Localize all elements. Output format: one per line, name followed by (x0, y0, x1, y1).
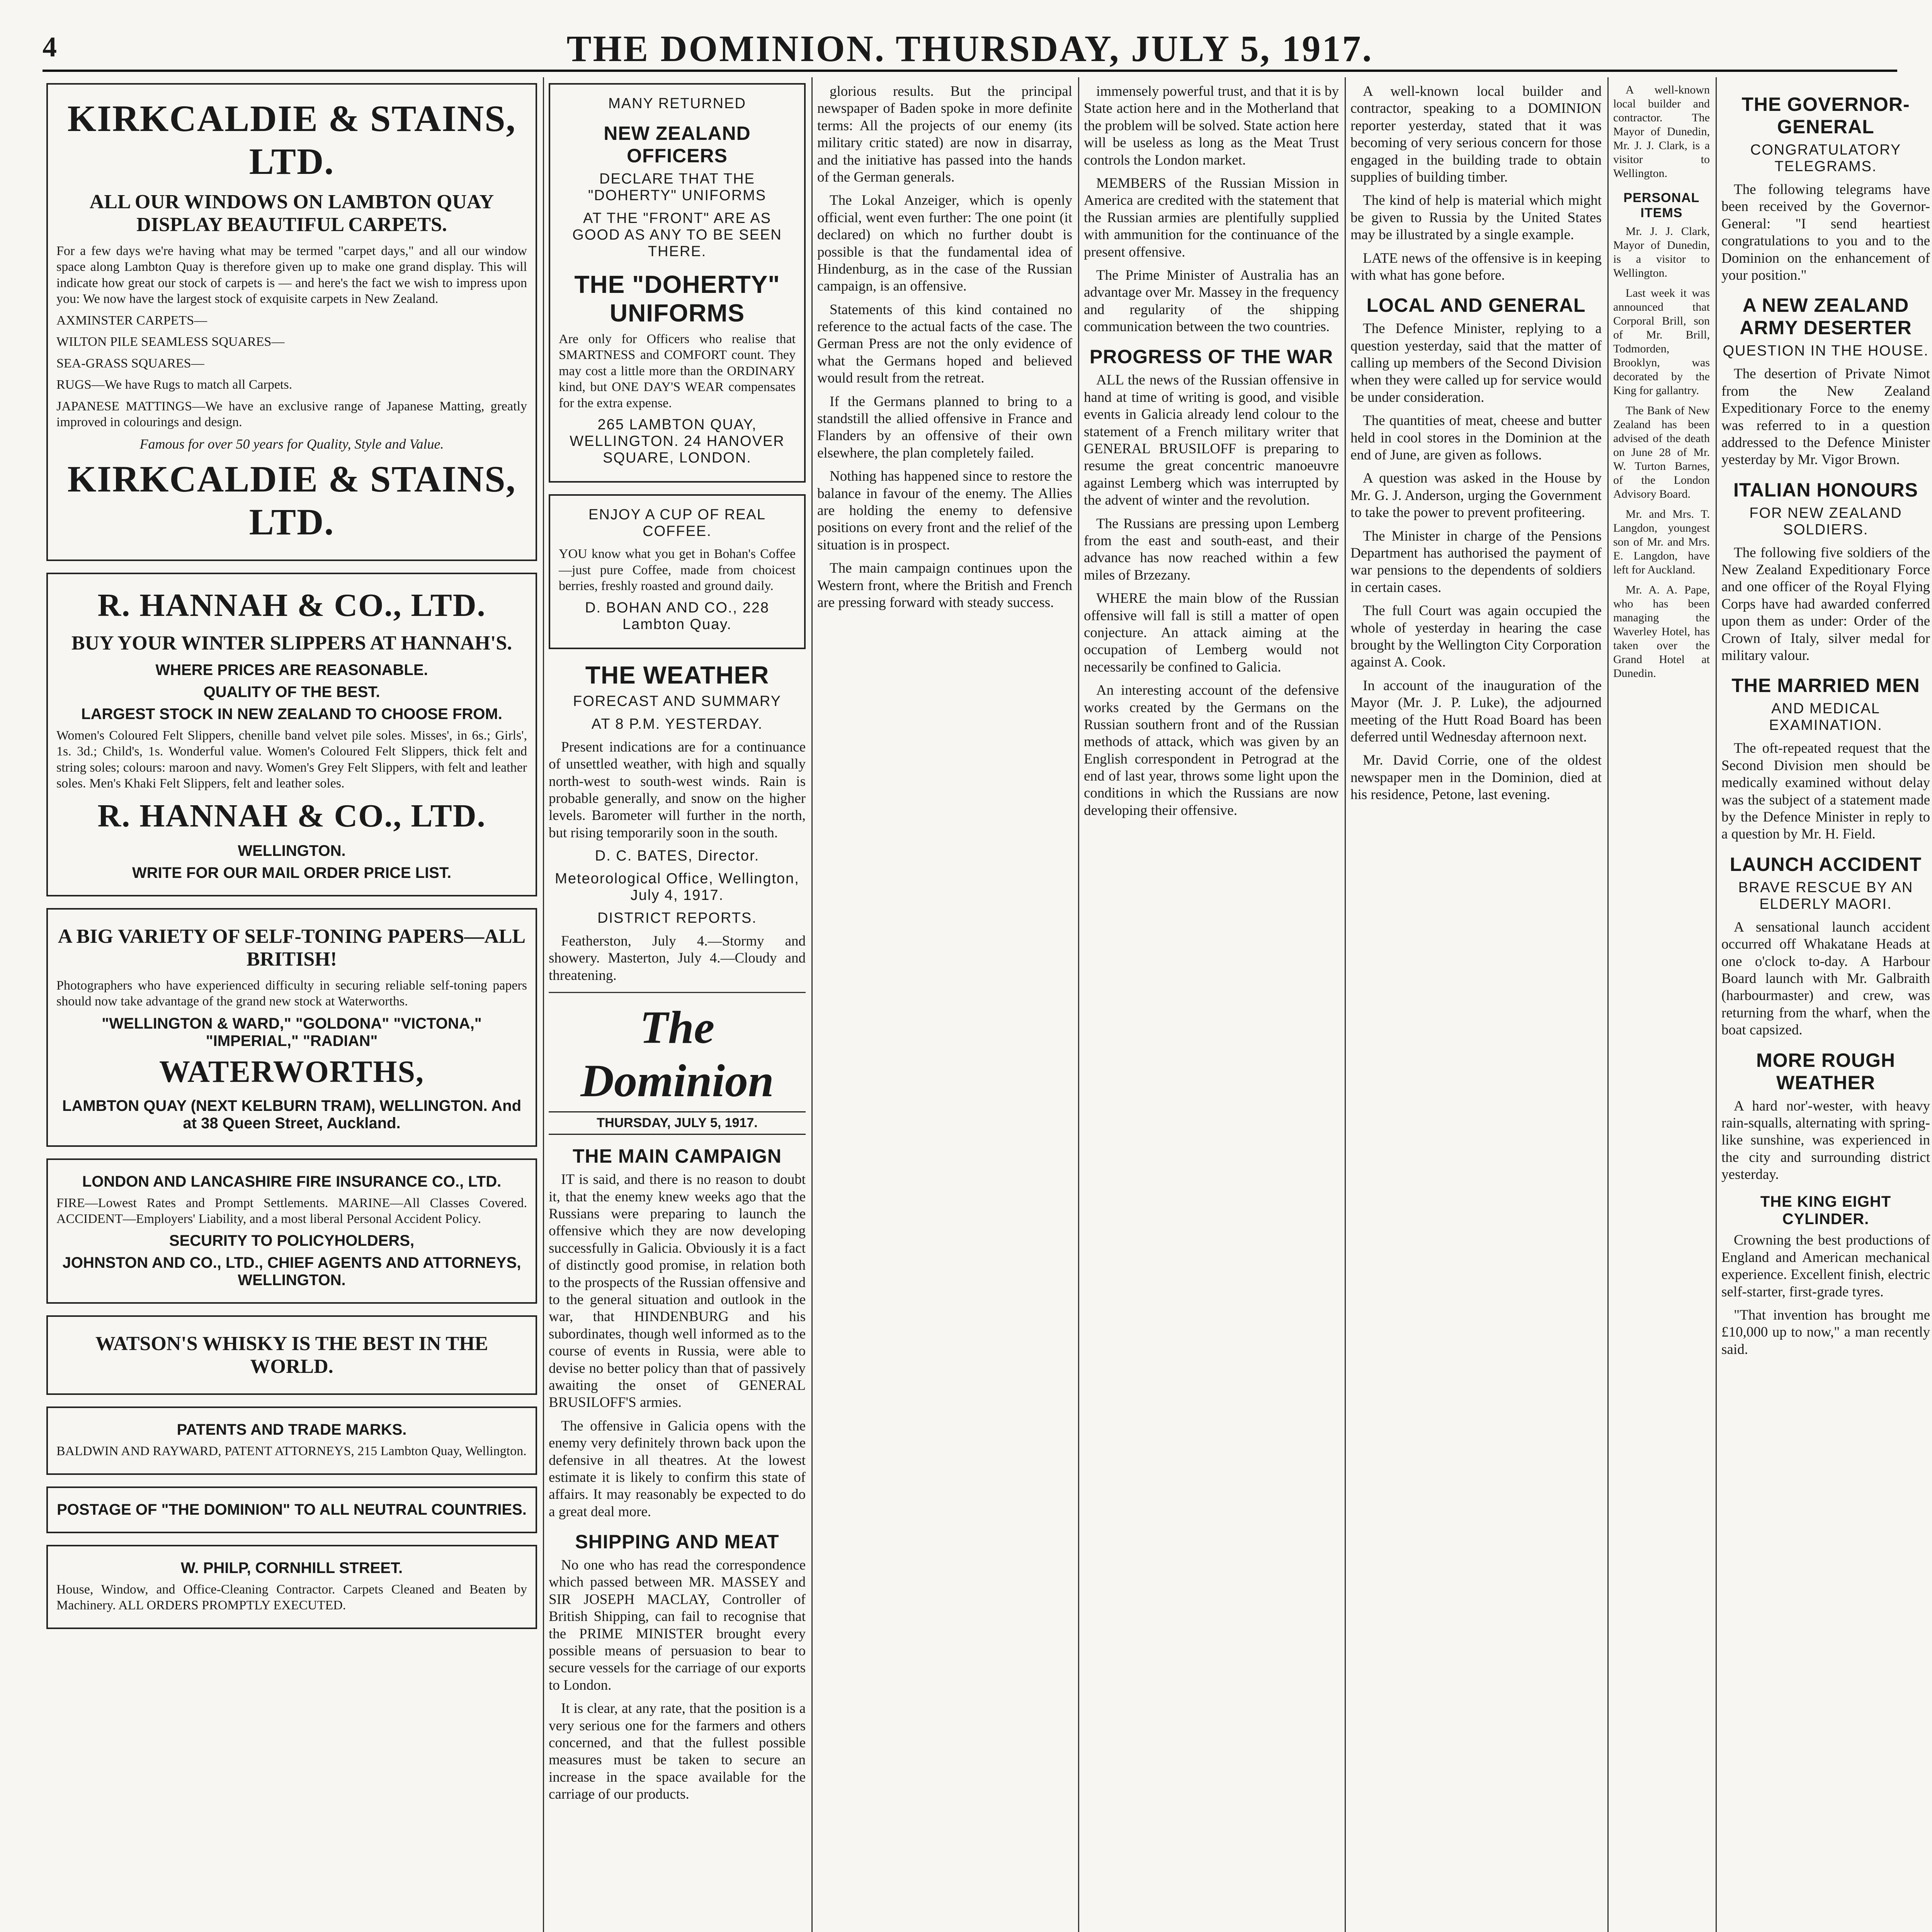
section-subhead: QUESTION IN THE HOUSE. (1723, 343, 1929, 359)
advert-text: SEA-GRASS SQUARES— (56, 356, 204, 371)
advert-subhead: 265 LAMBTON QUAY, WELLINGTON. 24 HANOVER SQUARE, LONDON. (570, 417, 785, 466)
article-paragraph: immensely powerful trust, and that it is by State action here and in the Motherland that the problem will be solved. State action here will be useless as long as the Meat Trust controls the London market. (1084, 83, 1339, 168)
advert-text: FIRE—Lowest Rates and Prompt Settlements. MARINE—All Classes Covered. ACCIDENT—Employers' Liability, and a most liberal Personal Accident Policy. (56, 1196, 527, 1226)
advert-subhead: WHERE PRICES ARE REASONABLE. (155, 661, 428, 679)
article-paragraph: glorious results. But the principal newspaper of Baden spoke in more definite terms: All the projects of our enemy (its military critic stated) are now in disarray, and the initiative has passed into the hands of the German generals. (817, 83, 1072, 185)
section-headline: THE MARRIED MEN (1731, 675, 1920, 697)
section-headline: PROGRESS OF THE WAR (1089, 346, 1333, 368)
advert-subhead: QUALITY OF THE BEST. (203, 683, 380, 701)
section-subhead: DISTRICT REPORTS. (597, 910, 757, 927)
section-subhead: AT 8 P.M. YESTERDAY. (591, 716, 763, 732)
advert-text: JAPANESE MATTINGS—We have an exclusive range of Japanese Matting, greatly improved in colourings and design. (56, 399, 527, 430)
section-headline: MORE ROUGH WEATHER (1756, 1049, 1895, 1094)
editorial-column (549, 83, 806, 1932)
advert-title: KIRKCALDIE & STAINS, LTD. (67, 458, 516, 543)
advert-subhead: AT THE "FRONT" ARE AS GOOD AS ANY TO BE SEEN THERE. (572, 210, 782, 260)
coffee-advert (549, 494, 806, 649)
advert-text: Women's Coloured Felt Slippers, chenille band velvet pile soles. Misses', in 6s.; Girls', 1s. 3d.; Child's, 1s. Wonderful value. Women's Coloured Felt Slippers, thick felt and string soles; colours: maroon and navy. Women's Grey Felt Slippers, with felt and leather soles. Men's Khaki Felt Slippers, felt and leather soles. (56, 728, 527, 791)
advert-column (46, 83, 537, 1932)
article-paragraph: The Bank of New Zealand has been advised of the death on June 28 of Mr. W. Turton Barnes, of the London Advisory Board. (1613, 404, 1710, 500)
advert-text: For a few days we're having what may be termed "carpet days," and all our window space along Lambton Quay is therefore given up to make one grand display. This will indicate how great our stock of carpets is — and here's the fact we wish to impress upon you: We now have the largest stock of exquisite carpets in New Zealand. (56, 244, 527, 306)
advert-subhead: MANY RETURNED (608, 95, 746, 112)
section-headline: LAUNCH ACCIDENT (1730, 853, 1922, 875)
advert-title: THE "DOHERTY" UNIFORMS (574, 270, 780, 327)
article-paragraph: The offensive in Galicia opens with the enemy very definitely thrown back upon the defensive in all theatres. At the lowest estimate it is likely to confirm this state of affairs. It may reasonably be expected to do a great deal more. (549, 1418, 806, 1520)
article-paragraph: The desertion of Private Nimot from the New Zealand Expeditionary Force to the enemy was referred to in a question addressed to the Defence Minister yesterday by Mr. Vigor Brown. (1721, 366, 1930, 468)
article-paragraph: An interesting account of the defensive works created by the Germans on the Russian southern front and of the Russian methods of attack, which was given by an English correspondent in Petrograd at the end of last year, throws some light upon the conditions in which the Russians are now developing their offensive. (1084, 682, 1339, 818)
article-paragraph: The Lokal Anzeiger, which is openly official, went even further: The one point (it declared) on which no further doubt is possible is that the fundamental idea of Hindenburg, as in the case of the Russian campaign, is an offensive. (817, 192, 1072, 294)
section-headline: THE KING EIGHT CYLINDER. (1760, 1193, 1891, 1228)
article-paragraph: The Minister in charge of the Pensions Department has authorised the payment of war pensions to the dependents of soldiers in certain cases. (1350, 528, 1602, 595)
article-paragraph: It is clear, at any rate, that the position is a very serious one for the farmers and others concerned, and that the fullest possible measures must be taken to secure an increase in the space available for the carriage of our products. (549, 1701, 806, 1803)
article-paragraph: The following telegrams have been received by the Governor-General: "I send heartiest congratulations to you and to the Dominion on the enhancement of your position." (1721, 182, 1930, 283)
byline: Meteorological Office, Wellington, July 4, 1917. (555, 871, 799, 904)
advert-headline: ALL OUR WINDOWS ON LAMBTON QUAY DISPLAY BEAUTIFUL CARPETS. (89, 191, 494, 236)
advert-text: Are only for Officers who realise that SMARTNESS and COMFORT count. They may cost a little more than the ORDINARY kind, but ONE DAY'S WEAR compensates for the extra expense. (559, 332, 796, 410)
advert-text: House, Window, and Office-Cleaning Contractor. Carpets Cleaned and Beaten by Machinery. ALL ORDERS PROMPTLY EXECUTED. (56, 1582, 527, 1613)
advert-title: WATERWORTHS, (159, 1054, 424, 1089)
section-headline: THE GOVERNOR-GENERAL (1742, 94, 1910, 138)
article-paragraph: The Russians are pressing upon Lemberg from the east and south-east, and their advance has now reached within a few miles of Brzezany. (1084, 515, 1339, 583)
article-paragraph: Featherston, July 4.—Stormy and showery. Masterton, July 4.—Cloudy and threatening. (549, 933, 806, 983)
section-subhead: FORECAST AND SUMMARY (573, 693, 781, 709)
section-subhead: CONGRATULATORY TELEGRAMS. (1750, 142, 1901, 175)
section-headline: ITALIAN HONOURS (1733, 479, 1918, 501)
section-headline: PERSONAL ITEMS (1623, 190, 1700, 220)
news-column (1084, 83, 1339, 1932)
advert-subhead: LAMBTON QUAY (NEXT KELBURN TRAM), WELLINGTON. And at 38 Queen Street, Auckland. (62, 1097, 522, 1132)
doherty-advert (549, 83, 806, 483)
article-paragraph: A question was asked in the House by Mr. G. J. Anderson, urging the Government to take the power to prevent profiteering. (1350, 470, 1602, 521)
news-column (1721, 83, 1930, 1932)
small-advert-row (46, 1158, 537, 1641)
article-paragraph: MEMBERS of the Russian Mission in America are credited with the statement that the Russian armies are plentifully supplied with ammunition for the continuance of the present offensive. (1084, 175, 1339, 260)
advert-subhead: "WELLINGTON & WARD," "GOLDONA" "VICTONA," "IMPERIAL," "RADIAN" (102, 1015, 482, 1049)
column-rule (811, 77, 813, 1932)
article-paragraph: A hard nor'-wester, with heavy rain-squalls, alternating with spring-like sunshine, was experienced in the city and surrounding district yesterday. (1721, 1098, 1930, 1183)
advert-subhead: SECURITY TO POLICYHOLDERS, (169, 1232, 415, 1250)
article-paragraph: LATE news of the offensive is in keeping with what has gone before. (1350, 250, 1602, 283)
section-headline: THE MAIN CAMPAIGN (572, 1145, 782, 1167)
small-advert-column (46, 1158, 537, 1641)
article-paragraph: The Prime Minister of Australia has an advantage over Mr. Massey in the frequency and regularity of the shipping communication between the two countries. (1084, 267, 1339, 335)
article-paragraph: The quantities of meat, cheese and butter held in cool stores in the Dominion at the end of June, are given as follows. (1350, 413, 1602, 463)
patents-advert (46, 1406, 537, 1475)
advert-headline: WATSON'S WHISKY IS THE BEST IN THE WORLD. (95, 1333, 488, 1378)
advert-headline: A BIG VARIETY OF SELF-TONING PAPERS—ALL BRITISH! (58, 925, 526, 970)
article-paragraph: IT is said, and there is no reason to doubt it, that the enemy knew weeks ago that the Russians were preparing to launch the offensive which they are now developing successfully in Galicia. Obviously it is a fact of distinctly good promise, in relation both to the prospects of the Russian offensive and to the general situation and outlook in the war, that HINDENBURG and his subordinates, though well informed as to the course of events in Russia, were able to devise no better policy than that of passively awaiting the onset of GENERAL BRUSILOFF'S armies. (549, 1172, 806, 1411)
article-paragraph: Mr. J. J. Clark, Mayor of Dunedin, is a visitor to Wellington. (1613, 225, 1710, 279)
advert-subhead: WRITE FOR OUR MAIL ORDER PRICE LIST. (132, 864, 451, 881)
hannah-advert (46, 573, 537, 896)
article-paragraph: Mr. and Mrs. T. Langdon, youngest son of Mr. and Mrs. E. Langdon, have left for Auckland. (1613, 508, 1710, 576)
article-paragraph: The Defence Minister, replying to a question yesterday, said that the matter of calling up members of the Second Division when they were called up for service would be under consideration. (1350, 321, 1602, 405)
article-paragraph: A sensational launch accident occurred off Whakatane Heads at one o'clock to-day. A Harbour Board launch with Mr. Galbraith (harbourmaster) and crew, was returning from the wharf, when the boat capsized. (1721, 919, 1930, 1038)
masthead (43, 27, 1897, 72)
philp-advert (46, 1545, 537, 1629)
advert-subhead: JOHNSTON AND CO., LTD., CHIEF AGENTS AND ATTORNEYS, WELLINGTON. (62, 1254, 521, 1289)
section-headline: THE WEATHER (585, 661, 769, 689)
article-paragraph: A well-known local builder and contractor, speaking to a DOMINION reporter yesterday, stated that it was becoming of very serious concern for those engaged in the building trade to obtain supplies of building timber. (1350, 83, 1602, 185)
article-paragraph: The oft-repeated request that the Second Division men should be medically examined without delay was the subject of a statement made by the Defence Minister in reply to a question by Mr. H. Field. (1721, 740, 1930, 842)
article-paragraph: Statements of this kind contained no reference to the actual facts of the case. The German Press are not the only evidence of what the Germans hoped and believed would result from the retreat. (817, 301, 1072, 386)
article-paragraph: Mr. A. A. Pape, who has been managing the Waverley Hotel, has taken over the Grand Hotel at Dunedin. (1613, 583, 1710, 680)
section-headline: A NEW ZEALAND ARMY DESERTER (1740, 294, 1912, 339)
page-number: 4 (43, 31, 57, 63)
article-paragraph: "That invention has brought me £10,000 up to now," a man recently said. (1721, 1307, 1930, 1357)
advert-headline: NEW ZEALAND OFFICERS (604, 122, 751, 167)
dateline: THURSDAY, JULY 5, 1917. (549, 1111, 806, 1135)
article-paragraph: The kind of help is material which might be given to Russia by the United States may be illustrated by a single example. (1350, 192, 1602, 243)
article-paragraph: In account of the inauguration of the Mayor (Mr. J. P. Luke), the adjourned meeting of the Hutt Road Board has been deferred until Wednesday afternoon next. (1350, 677, 1602, 745)
article-paragraph: ALL the news of the Russian offensive in hand at time of writing is good, and visible events in Galicia already lend colour to the statement of a French military writer that GENERAL BRUSILOFF is preparing to resume the great concentric manoeuvre against Lemberg which was interrupted by the advent of winter and the revolution. (1084, 372, 1339, 509)
section-headline: LOCAL AND GENERAL (1366, 294, 1586, 316)
article-paragraph: WHERE the main blow of the Russian offensive will fall is still a matter of open conjecture. An attack aiming at the occupation of Lemberg would not necessarily be confined to Galicia. (1084, 590, 1339, 675)
advert-subhead: W. PHILP, CORNHILL STREET. (180, 1559, 403, 1577)
advert-title: R. HANNAH & CO., LTD. (97, 798, 486, 834)
advert-text: WILTON PILE SEAMLESS SQUARES— (56, 335, 285, 349)
article-paragraph: The full Court was again occupied the whole of yesterday in hearing the case brought by the Wellington City Corporation against A. Cook. (1350, 603, 1602, 670)
advert-subhead: DECLARE THAT THE "DOHERTY" UNIFORMS (588, 171, 767, 204)
kirkcaldie-advert (46, 83, 537, 561)
advert-headline: BUY YOUR WINTER SLIPPERS AT HANNAH'S. (71, 632, 512, 654)
column-rule (543, 77, 544, 1932)
editorial-column (817, 83, 1072, 1932)
column-rule (1716, 77, 1717, 1932)
advert-text: RUGS—We have Rugs to match all Carpets. (56, 378, 293, 392)
nameplate: The Dominion (580, 1002, 774, 1107)
section-subhead: FOR NEW ZEALAND SOLDIERS. (1749, 505, 1902, 538)
masthead-title: THE DOMINION. THURSDAY, JULY 5, 1917. (566, 28, 1373, 69)
news-column (1613, 83, 1710, 1932)
postage-notice (46, 1486, 537, 1533)
advert-slogan: Famous for over 50 years for Quality, Style and Value. (139, 436, 444, 452)
column-rule (1345, 77, 1346, 1932)
waterworths-advert (46, 908, 537, 1147)
advert-subhead: PATENTS AND TRADE MARKS. (177, 1421, 407, 1439)
section-subhead: BRAVE RESCUE BY AN ELDERLY MAORI. (1738, 879, 1913, 912)
article-paragraph: No one who has read the correspondence which passed between MR. MASSEY and SIR JOSEPH MACLAY, Controller of British Shipping, can fail to recognise that the PRIME MINISTER brought every possible means of persuasion to bear to secure vessels for the carriage of our exports to London. (549, 1557, 806, 1693)
advert-title: KIRKCALDIE & STAINS, LTD. (67, 98, 516, 182)
advert-text: Photographers who have experienced difficulty in securing reliable self-toning papers should now take advantage of the grand new stock at Waterworths. (56, 978, 527, 1009)
advert-subhead: POSTAGE OF "THE DOMINION" TO ALL NEUTRAL COUNTRIES. (57, 1501, 527, 1518)
article-paragraph: Mr. David Corrie, one of the oldest newspaper men in the Dominion, died at his residence, Petone, last evening. (1350, 752, 1602, 803)
article-paragraph: Present indications are for a continuance of unsettled weather, with high and squally north-west to south-west winds. Rain is probable generally, and snow on the higher levels. Barometer will further in the north, but rising temporarily soon in the south. (549, 739, 806, 841)
advert-text: BALDWIN AND RAYWARD, PATENT ATTORNEYS, 215 Lambton Quay, Wellington. (56, 1444, 527, 1459)
watson-advert (46, 1315, 537, 1395)
article-paragraph: If the Germans planned to bring to a standstill the allied offensive in France and Flanders by an offensive of their own elsewhere, the plan completely failed. (817, 393, 1072, 461)
column-rule (1078, 77, 1079, 1932)
advert-text: YOU know what you get in Bohan's Coffee—just pure Coffee, made from choicest berries, freshly roasted and ground daily. (559, 547, 796, 594)
advert-subhead: ENJOY A CUP OF REAL COFFEE. (588, 507, 766, 540)
advert-text: AXMINSTER CARPETS— (56, 313, 207, 328)
advert-title: R. HANNAH & CO., LTD. (97, 587, 486, 623)
article-paragraph: The following five soldiers of the New Zealand Expeditionary Force and one officer of the Royal Flying Corps have had awarded conferred upon them as under: Order of the Crown of Italy, silver medal for military valour. (1721, 544, 1930, 664)
article-paragraph: A well-known local builder and contractor. The Mayor of Dunedin, Mr. J. J. Clark, is a visitor to Wellington. (1613, 83, 1710, 180)
advert-subhead: D. BOHAN AND CO., 228 Lambton Quay. (585, 599, 769, 633)
section-subhead: AND MEDICAL EXAMINATION. (1769, 701, 1883, 734)
byline: D. C. BATES, Director. (595, 848, 760, 864)
london-lancashire-advert (46, 1158, 537, 1304)
article-paragraph: The main campaign continues upon the Western front, where the British and French are pressing forward with steady success. (817, 560, 1072, 611)
advert-subhead: LONDON AND LANCASHIRE FIRE INSURANCE CO., LTD. (82, 1173, 502, 1190)
column-rule (1607, 77, 1609, 1932)
news-column (1350, 83, 1602, 1932)
article-paragraph: Last week it was announced that Corporal Brill, son of Mr. Brill, Todmorden, Brooklyn, was decorated by the King for gallantry. (1613, 287, 1710, 397)
advert-subhead: WELLINGTON. (238, 842, 346, 859)
article-paragraph: Crowning the best productions of England and American mechanical experience. Excellent finish, electric self-starter, first-grade tyres. (1721, 1232, 1930, 1300)
article-paragraph: Nothing has happened since to restore the balance in favour of the enemy. The Allies are holding the enemy to defensive positions on every front and the relief of the situation is in prospect. (817, 468, 1072, 553)
advert-subhead: LARGEST STOCK IN NEW ZEALAND TO CHOOSE FROM. (81, 705, 502, 723)
divider (549, 992, 806, 993)
section-headline: SHIPPING AND MEAT (575, 1531, 779, 1553)
